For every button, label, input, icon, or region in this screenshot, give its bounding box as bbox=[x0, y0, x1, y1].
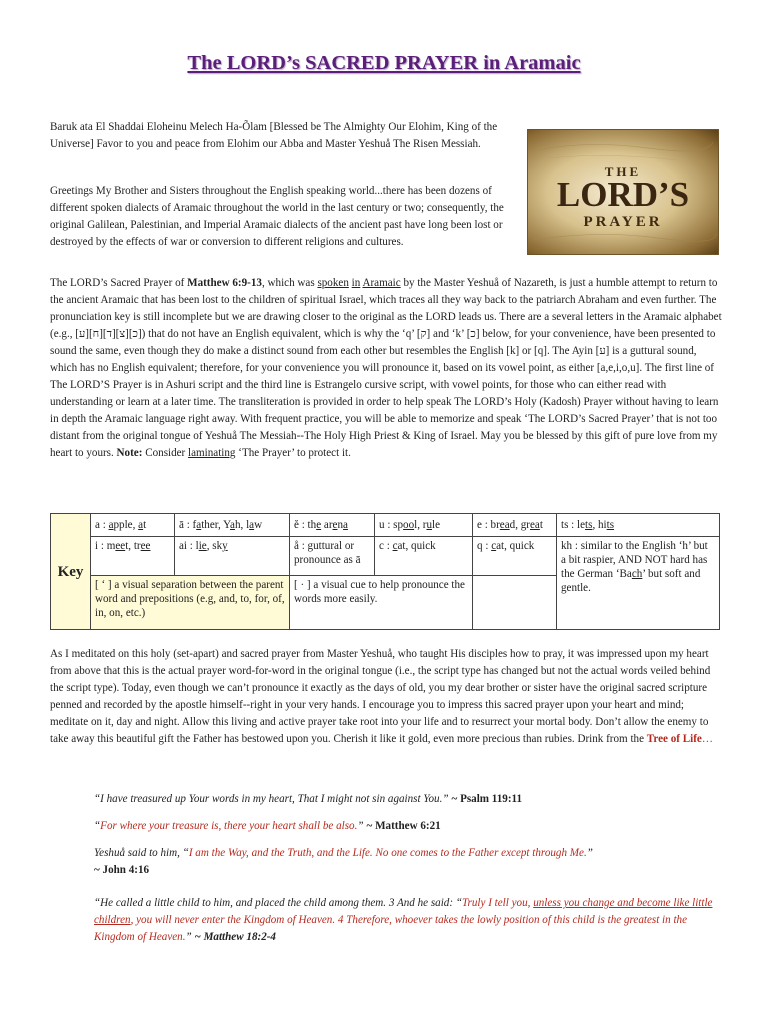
pronunciation-key-table bbox=[50, 513, 720, 630]
quote-reference: ~ Psalm 119:11 bbox=[451, 793, 523, 805]
meditation-text: As I meditated on this holy (set-apart) and sacred prayer from Master Yeshuå, who taught His disciples how to pray, it was impressed upon my heart from above that this is the actual prayer word-for-word in the original tongue (i.e., the script type has changed but not the actual words veiled behind the script type). Today, even though we can’t pronounce it exactly as the days of old, you my dear brother or sister have the original sacred scripture penned and recorded by the apostle himself--right in your very hands. I encourage you to impress this sacred prayer upon your heart and mind; meditate on it, day and night. Allow this living and active prayer take root into your life and to resurrect your mortal body. Don’t allow the enemy to take away this beautiful gift the Father has bestowed upon you. Cherish it like it gold, even more precious than rubies. Drink from the bbox=[50, 648, 711, 745]
link-aramaic[interactable]: Aramaic bbox=[362, 277, 401, 289]
quote-reference: ~ Matthew 18:2-4 bbox=[194, 931, 276, 943]
quote-text: “He called a little child to him, and placed the child among them. 3 And he said: “ bbox=[94, 897, 462, 909]
page-title: The LORD’s SACRED PRAYER in Aramaic bbox=[187, 52, 581, 74]
greetings-paragraph: Greetings My Brother and Sisters throughout the English speaking world...there has been dozens of different spoken dialects of Aramaic throughout the world in the last century or two; consequently, the original Galilean, Palestinian, and Imperial Aramaic dialects of the ancient past have long been lost or destroyed by the effects of war or conversion to different religions and cultures. bbox=[50, 185, 504, 248]
key-cell-visual-cue: [ · ] a visual cue to help pronounce the words more easily. bbox=[290, 575, 473, 629]
key-cell-e-short: ĕ : the arena bbox=[290, 514, 375, 537]
intro-text: Consider bbox=[142, 447, 189, 459]
book-text-lords: LORD’S bbox=[556, 175, 690, 214]
key-cell-u: u : spool, rule bbox=[375, 514, 473, 537]
tree-of-life-text: Tree of Life bbox=[646, 733, 702, 745]
meditation-paragraph bbox=[50, 646, 722, 748]
quote-text: I am the Way, and the Truth, and the Life. No one comes to the Father except through Me. bbox=[188, 847, 587, 859]
key-cell-ts: ts : lets, hits bbox=[557, 514, 720, 537]
intro-text: by the Master Yeshuå of Nazareth, is just a humble attempt to return to the ancient Aramaic that has been lost to the children of spiritual Israel, which traces all they way back to the patriarch Abraham and even further. The pronunciation key is still incomplete but we are drawing closer to the original as the LORD leads us. There are a several letters in the Aramaic alphabet (e.g., [ע][ח][ד][צ][כ]) that do not have an English equivalent, which is why the ‘q’ [ק] and ‘k’ [כ] below, for your convenience, have been presented to sound the same, even though they do make a distinct sound from each other but resembles the English [k] or [q]. The Ayin [ע] is a guttural sound, which has no English equivalent; therefore, for your convenience you will pronounce it, based on its vowel point, as either [a,e,i,o,u]. The first line of The LORD’S Prayer is in Ashuri script and the third line is Estrangelo cursive script, with vowel points, for those who can either read with understanding or learn at a later time. The transliteration is provided in order to help speak The LORD’s Holy (Kadosh) Prayer without having to learn in depth the Aramaic language right away. With frequent practice, you will be able to memorize and speak ‘The LORD’s Sacred Prayer’ that is not too distant from the original tongue of Yeshuå The Messiah--The Holy High Priest & King of Israel. May you be blessed by this gift of pure love from my heart to yours. bbox=[50, 277, 722, 459]
scripture-reference: Matthew 6:9-13 bbox=[187, 277, 262, 289]
quote-lead: Yeshuå said to him, bbox=[94, 847, 183, 859]
book-text-the: THE bbox=[604, 164, 642, 179]
key-cell-separation: [ ‘ ] a visual separation between the parent word and prepositions (e.g, and, to, for, of, in, on, etc.) bbox=[91, 575, 290, 629]
link-in[interactable]: in bbox=[351, 277, 361, 289]
key-label: Key bbox=[51, 514, 91, 630]
ellipsis: … bbox=[701, 733, 713, 745]
key-cell-a-ring: å : guttural or pronounce as ā bbox=[290, 537, 375, 575]
key-cell-c: c : cat, quick bbox=[375, 537, 473, 575]
blessing-paragraph: Baruk ata El Shaddai Eloheinu Melech Ha-Õlam [Blessed be The Almighty Our Elohim, King of the Universe] Favor to you and peace from Elohim our Abba and Master Yeshuå The Risen Messiah. bbox=[50, 121, 498, 150]
key-cell-ai: ai : lie, sky bbox=[175, 537, 290, 575]
quote-text: For where your treasure is, there your heart shall be also. bbox=[100, 820, 358, 832]
intro-text: The LORD’s Sacred Prayer of bbox=[50, 277, 188, 289]
quote-matthew-18: “He called a little child to him, and placed the child among them. 3 And he said: “Truly I tell you, unless you change and become like little children, you will never enter the Kingdom of Heaven. 4 Therefore, whoever takes the lowly position of this child is the greatest in the Kingdom of Heaven.” ~ Matthew 18:2-4 bbox=[94, 897, 713, 943]
key-cell-kh: kh : similar to the English ‘h’ but a bit raspier, AND NOT hard has the German ‘Bach’ but soft and gentle. bbox=[557, 537, 720, 630]
link-spoken[interactable]: spoken bbox=[317, 277, 349, 289]
quote-text: “I have treasured up Your words in my heart, That I might not sin against You.” bbox=[94, 793, 449, 805]
key-cell-q: q : cat, quick bbox=[473, 537, 557, 575]
key-cell-a: a : apple, at bbox=[91, 514, 175, 537]
quote-psalm bbox=[94, 791, 724, 808]
intro-text: , which was bbox=[261, 277, 318, 289]
key-cell-empty bbox=[473, 575, 557, 629]
intro-paragraph bbox=[50, 275, 722, 462]
intro-text: ‘The Prayer’ to protect it. bbox=[235, 447, 351, 459]
quote-matthew-6: “For where your treasure is, there your heart shall be also.” ~ Matthew 6:21 bbox=[94, 820, 441, 832]
book-text-prayer: PRAYER bbox=[583, 214, 663, 230]
lords-prayer-book-image bbox=[527, 129, 719, 255]
underlined-quote-text: unless you change and become like little children bbox=[94, 897, 713, 926]
note-label: Note: bbox=[116, 447, 143, 459]
key-cell-i: i : meet, tree bbox=[91, 537, 175, 575]
link-laminating[interactable]: laminating bbox=[188, 447, 236, 459]
quote-reference: ~ John 4:16 bbox=[94, 864, 150, 876]
key-cell-a-long: ā : father, Yah, law bbox=[175, 514, 290, 537]
quote-john: Yeshuå said to him, “I am the Way, and the Truth, and the Life. No one comes to the Father except through Me.” ~ John 4:16 bbox=[94, 847, 593, 876]
key-cell-e: e : bread, great bbox=[473, 514, 557, 537]
quote-reference: ~ Matthew 6:21 bbox=[366, 820, 441, 832]
